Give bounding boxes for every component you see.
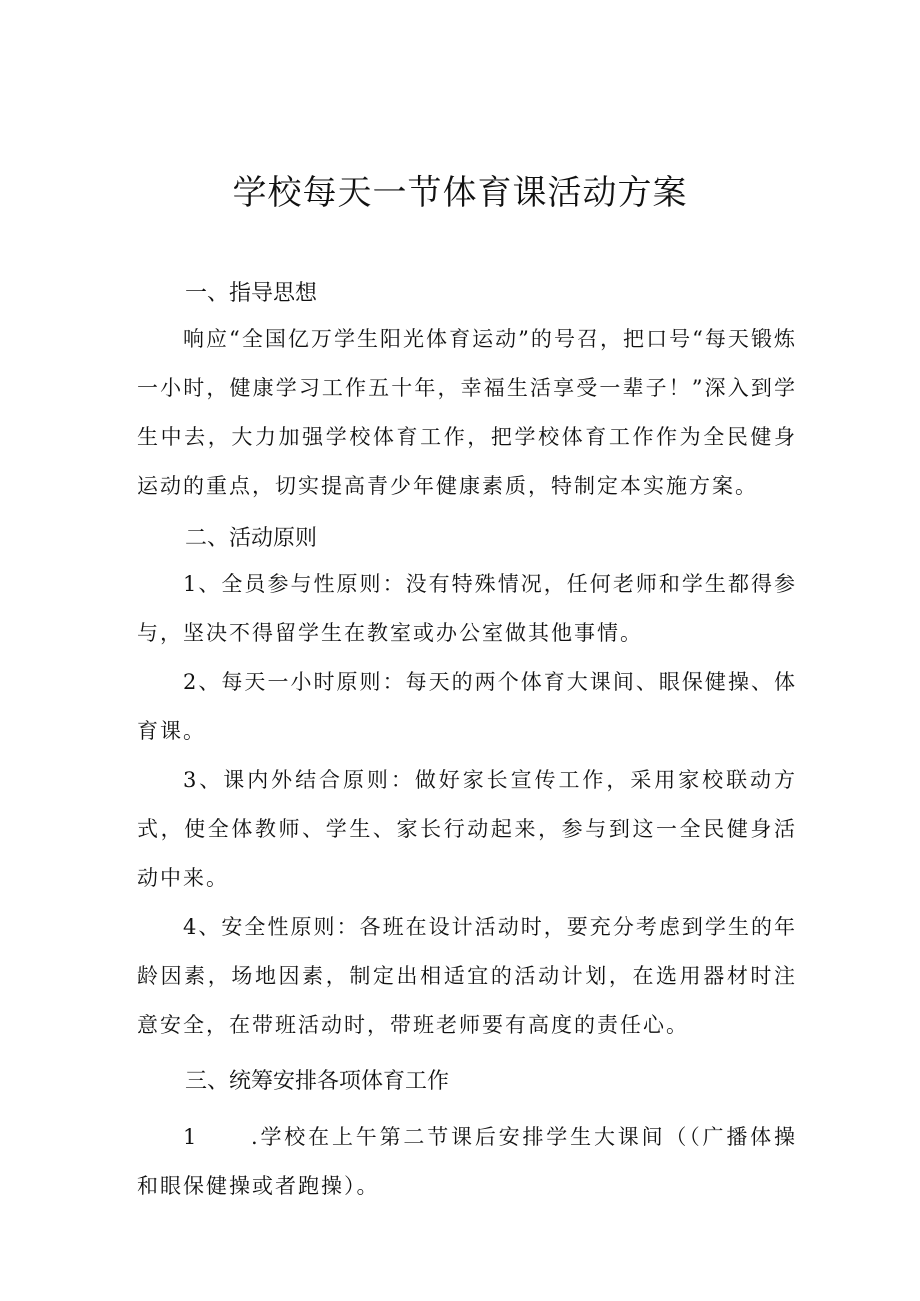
section-heading-guiding-ideology: 一、指导思想	[185, 281, 318, 306]
paragraph-guiding-ideology: 响应“全国亿万学生阳光体育运动”的号召，把口号“每天锻炼一小时，健康学习工作五十年，幸福生活享受一辈子！”深入到学生中去，大力加强学校体育工作，把学校体育工作作为全民健身运动的重点，切实提高青少年健康素质，特制定本实施方案。	[137, 327, 797, 498]
list-item-text: .学校在上午第二节课后安排学生大课间（（广播体操和眼保健操或者跑操）。	[137, 1125, 797, 1198]
document-title: 学校每天一节体育课活动方案	[232, 173, 688, 213]
paragraph-principle-1: 1、全员参与性原则：没有特殊情况，任何老师和学生都得参与，坚决不得留学生在教室或办公室做其他事情。	[137, 572, 797, 645]
section-heading-activity-principles: 二、活动原则	[185, 526, 318, 551]
paragraph-principle-2: 2、每天一小时原则：每天的两个体育大课间、眼保健操、体育课。	[137, 670, 797, 743]
list-item-arrangement-1	[137, 1113, 797, 1211]
section-heading-arrangement: 三、统筹安排各项体育工作	[185, 1069, 450, 1094]
paragraph-principle-3: 3、课内外结合原则：做好家长宣传工作，采用家校联动方式，使全体教师、学生、家长行动起来，参与到这一全民健身活动中来。	[137, 768, 797, 890]
paragraph-principle-4: 4、安全性原则：各班在设计活动时，要充分考虑到学生的年龄因素，场地因素，制定出相适宜的活动计划，在选用器材时注意安全，在带班活动时，带班老师要有高度的责任心。	[137, 915, 797, 1037]
list-item-number: 1	[183, 1125, 199, 1149]
